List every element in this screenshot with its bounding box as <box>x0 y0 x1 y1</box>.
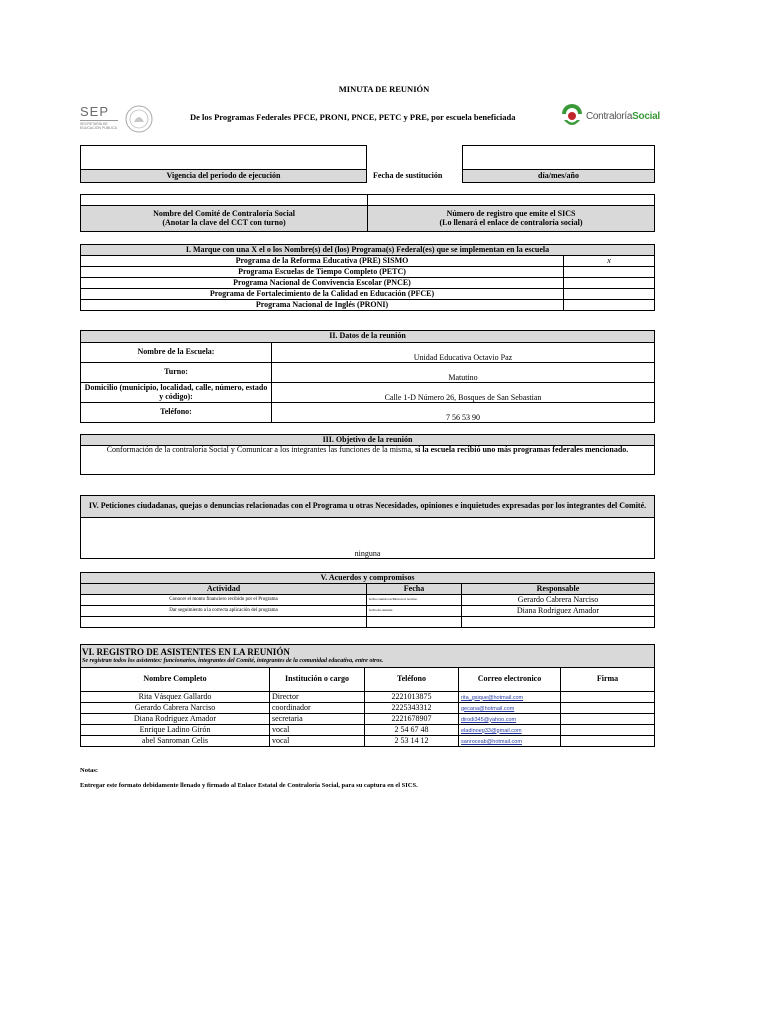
cargo-cell[interactable]: vocal <box>270 725 365 736</box>
sep-logo-text: SEP <box>80 104 110 119</box>
objetivo-cell[interactable] <box>81 446 655 475</box>
correo-link[interactable]: eladinoeg33@gmail.com <box>461 727 522 734</box>
responsable-cell[interactable] <box>462 617 655 628</box>
section3-title: III. Objetivo de la reunión <box>81 435 655 446</box>
notes-label: Notas: <box>80 767 99 774</box>
correo-cell[interactable] <box>459 736 561 747</box>
cs-logo-text1: Contraloría <box>586 110 633 122</box>
section3-table <box>80 434 655 475</box>
turno-value[interactable]: Matutino <box>272 363 655 383</box>
col-correo: Correo electronico <box>459 668 561 692</box>
peticiones-value[interactable]: ninguna <box>81 518 655 559</box>
correo-link[interactable]: dirodi345@yahoo.com <box>461 716 517 723</box>
program-mark-cell[interactable] <box>564 278 655 289</box>
comite-name-label <box>81 206 368 232</box>
section5-table <box>80 572 655 628</box>
correo-link[interactable]: rita_gsique@hotmail.com <box>461 694 524 701</box>
comite-name-label-1: Nombre del Comité de Contraloría Social <box>153 209 295 219</box>
program-name: Programa de Fortalecimiento de la Calidad en Educación (PFCE) <box>81 289 564 300</box>
cargo-cell[interactable]: secretaria <box>270 714 365 725</box>
vigencia-label: Vigencia del periodo de ejecución <box>81 170 367 183</box>
section1-title: I. Marque con una X el o los Nombre(s) del (los) Programa(s) Federal(es) que se implementan en la escuela <box>81 245 655 256</box>
fecha-cell[interactable]: fecha de reunión <box>367 606 462 617</box>
section1-table <box>80 244 655 311</box>
comite-registro-label-1: Número de registro que emite el SICS <box>446 209 576 219</box>
table-row <box>81 714 655 725</box>
nombre-cell[interactable]: Rita Vásquez Gallardo <box>81 692 270 703</box>
cargo-cell[interactable]: Director <box>270 692 365 703</box>
school-name-label: Nombre de la Escuela: <box>81 343 272 363</box>
coat-of-arms-icon <box>124 104 154 134</box>
document-subtitle: De los Programas Federales PFCE, PRONI, PNCE, PETC y PRE, por escuela beneficiada <box>190 112 516 122</box>
turno-label: Turno: <box>81 363 272 383</box>
actividad-cell[interactable]: Dar seguimiento a la correcta aplicación del programa <box>81 606 367 617</box>
domicilio-value[interactable]: Calle 1-D Número 26, Bosques de San Sebastian <box>272 383 655 403</box>
program-row <box>81 278 655 289</box>
correo-cell[interactable] <box>459 714 561 725</box>
domicilio-label: Domicilio (municipio, localidad, calle, número, estado y código): <box>81 383 272 403</box>
col-cargo: Institución o cargo <box>270 668 365 692</box>
nombre-cell[interactable]: abel Sanroman Celis <box>81 736 270 747</box>
sep-logo <box>80 104 170 134</box>
telefono-cell[interactable]: 2 54 67 48 <box>365 725 459 736</box>
section2-table <box>80 330 655 423</box>
col-firma: Firma <box>561 668 655 692</box>
fecha-sustitucion-label: Fecha de sustitución <box>373 171 443 180</box>
table-row <box>81 703 655 714</box>
section4-table <box>80 495 655 559</box>
program-row <box>81 267 655 278</box>
comite-registro-input[interactable] <box>368 195 655 206</box>
program-name: Programa Nacional de Convivencia Escolar (PNCE) <box>81 278 564 289</box>
telefono-label: Teléfono: <box>81 403 272 423</box>
section6-header <box>81 645 655 668</box>
program-mark-cell[interactable]: x <box>564 256 655 267</box>
objetivo-text-bold: si la escuela recibió uno más programas federales mencionado. <box>415 445 629 454</box>
correo-link[interactable]: sanroceab@hotmail.com <box>461 738 522 745</box>
table-row <box>81 595 655 606</box>
program-mark-cell[interactable] <box>564 300 655 311</box>
comite-registro-label-2: (Lo llenará el enlace de contraloría social) <box>439 217 583 227</box>
section6-table <box>80 644 655 747</box>
section5-title: V. Acuerdos y compromisos <box>81 573 655 584</box>
school-name-value[interactable]: Unidad Educativa Octavio Paz <box>272 343 655 363</box>
responsable-cell[interactable]: Diana Rodriguez Amador <box>462 606 655 617</box>
section2-title: II. Datos de la reunión <box>81 331 655 343</box>
program-mark-cell[interactable] <box>564 289 655 300</box>
fecha-cell[interactable] <box>367 617 462 628</box>
table-row <box>81 606 655 617</box>
comite-registro-label <box>368 206 655 232</box>
vigencia-table <box>80 145 367 183</box>
comite-name-input[interactable] <box>81 195 368 206</box>
actividad-cell[interactable]: Conocer el monto financiero recibido por el Programa <box>81 595 367 606</box>
program-name: Programa Nacional de Inglés (PRONI) <box>81 300 564 311</box>
col-actividad: Actividad <box>81 584 367 595</box>
firma-cell[interactable] <box>561 692 655 703</box>
program-name: Programa Escuelas de Tiempo Completo (PETC) <box>81 267 564 278</box>
section6-note: Se registran todos los asistentes: funcionarios, integrantes del Comité, integrantes de la comunidad educativa, entre otros. <box>82 657 384 664</box>
program-mark-cell[interactable] <box>564 267 655 278</box>
fecha-format-label: día/mes/año <box>463 170 655 183</box>
program-row <box>81 289 655 300</box>
fecha-cell[interactable]: fecha cuando recibieron el recurso <box>367 595 462 606</box>
firma-cell[interactable] <box>561 703 655 714</box>
telefono-cell[interactable]: 2221013875 <box>365 692 459 703</box>
contraloria-social-icon <box>560 102 584 130</box>
fecha-table <box>462 145 655 183</box>
col-fecha: Fecha <box>367 584 462 595</box>
actividad-cell[interactable] <box>81 617 367 628</box>
correo-cell[interactable] <box>459 703 561 714</box>
section4-title: IV. Peticiones ciudadanas, quejas o denuncias relacionadas con el Programa u otras Necesidades, opiniones e inquietudes expresadas por los integrantes del Comité. <box>81 496 655 518</box>
fecha-input-cell[interactable] <box>463 146 655 170</box>
section6-title: VI. REGISTRO DE ASISTENTES EN LA REUNIÓN <box>82 647 290 658</box>
telefono-cell[interactable]: 2 53 14 12 <box>365 736 459 747</box>
firma-cell[interactable] <box>561 736 655 747</box>
firma-cell[interactable] <box>561 714 655 725</box>
sep-logo-sub1: SECRETARÍA DE <box>80 122 108 126</box>
notes-text: Entregar este formato debidamente llenado y firmado al Enlace Estatal de Contraloría Social, para su captura en el SICS. <box>80 782 418 789</box>
comite-table <box>80 194 655 232</box>
program-row <box>81 256 655 267</box>
table-row <box>81 736 655 747</box>
sep-logo-sub2: EDUCACIÓN PÚBLICA <box>80 126 117 130</box>
telefono-cell[interactable]: 2225343312 <box>365 703 459 714</box>
telefono-cell[interactable]: 2221678907 <box>365 714 459 725</box>
nombre-cell[interactable]: Diana Rodriguez Amador <box>81 714 270 725</box>
col-telefono: Teléfono <box>365 668 459 692</box>
cargo-cell[interactable]: coordinador <box>270 703 365 714</box>
col-nombre: Nombre Completo <box>81 668 270 692</box>
table-row <box>81 617 655 628</box>
contraloria-social-logo <box>560 102 660 134</box>
comite-name-label-2: (Anotar la clave del CCT con turno) <box>162 217 286 227</box>
correo-cell[interactable] <box>459 692 561 703</box>
responsable-cell[interactable]: Gerardo Cabrera Narciso <box>462 595 655 606</box>
vigencia-input-cell[interactable] <box>81 146 367 170</box>
correo-link[interactable]: gecana@hotmail.com <box>461 705 515 712</box>
nombre-cell[interactable]: Gerardo Cabrera Narciso <box>81 703 270 714</box>
document-title: MINUTA DE REUNIÓN <box>338 84 430 94</box>
correo-cell[interactable] <box>459 725 561 736</box>
table-row <box>81 692 655 703</box>
col-responsable: Responsable <box>462 584 655 595</box>
objetivo-text: Conformación de la contraloría Social y Comunicar a los integrantes las funciones de la misma, <box>106 445 416 454</box>
telefono-value[interactable]: 7 56 53 90 <box>272 403 655 423</box>
program-row <box>81 300 655 311</box>
cargo-cell[interactable]: vocal <box>270 736 365 747</box>
cs-logo-text2: Social <box>632 110 660 122</box>
nombre-cell[interactable]: Enrique Ladino Girón <box>81 725 270 736</box>
program-name: Programa de la Reforma Educativa (PRE) SISMO <box>81 256 564 267</box>
table-row <box>81 725 655 736</box>
firma-cell[interactable] <box>561 725 655 736</box>
